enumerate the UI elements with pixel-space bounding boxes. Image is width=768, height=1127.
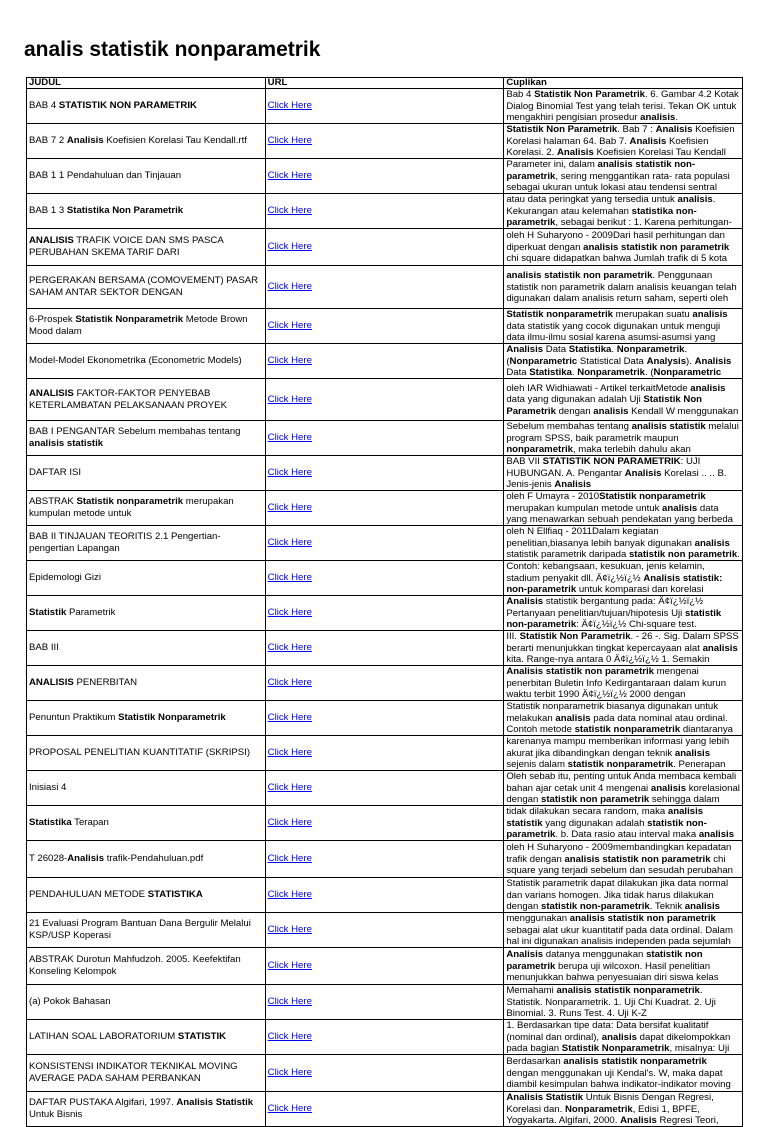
table-row xyxy=(27,948,743,985)
cuplikan-text: Analisis statistik non parametrik mengenai penerbitan Buletin Info Kedirgantaraan dalam kurun waktu terbit 1990 Ä¢ï¿½ï¿½ 2000 dengan xyxy=(506,666,727,700)
table-row xyxy=(27,379,743,421)
cell-url xyxy=(265,89,504,124)
click-here-link[interactable]: Click Here xyxy=(267,355,312,367)
cell-url xyxy=(265,194,504,229)
click-here-link[interactable]: Click Here xyxy=(267,996,312,1008)
cell-judul xyxy=(27,736,266,771)
header-url: URL xyxy=(265,78,504,89)
click-here-link[interactable]: Click Here xyxy=(267,393,312,405)
click-here-link[interactable]: Click Here xyxy=(267,782,312,794)
cell-judul xyxy=(27,194,266,229)
cell-url xyxy=(265,878,504,913)
table-row xyxy=(27,841,743,878)
table-row xyxy=(27,229,743,266)
cell-judul xyxy=(27,561,266,596)
judul-text: BAB III xyxy=(29,642,59,654)
cell-url xyxy=(265,1020,504,1055)
table-row xyxy=(27,878,743,913)
click-here-link[interactable]: Click Here xyxy=(267,170,312,182)
judul-text: PROPOSAL PENELITIAN KUANTITATIF (SKRIPSI) xyxy=(29,747,251,759)
cell-judul xyxy=(27,421,266,456)
cell-cuplikan xyxy=(504,379,743,421)
cuplikan-text: atau data peringkat yang tersedia untuk analisis. Kekurangan atau kelemahan statistika non-parametrik, sebagai berikut : 1. Karena perhitungan- xyxy=(506,194,732,228)
cell-cuplikan xyxy=(504,561,743,596)
cuplikan-text: oleh N Ellfiaq - 2011Dalam kegiatan penelitian,biasanya lebih banyak digunakan analisis statistik parametrik daripada statistik non parametrik. xyxy=(506,526,740,560)
judul-text: BAB 7 2 Analisis Koefisien Korelasi Tau Kendall.rtf xyxy=(29,135,247,147)
cell-judul xyxy=(27,229,266,266)
click-here-link[interactable]: Click Here xyxy=(267,281,312,293)
click-here-link[interactable]: Click Here xyxy=(267,432,312,444)
cell-judul xyxy=(27,1020,266,1055)
table-row xyxy=(27,456,743,491)
cell-url xyxy=(265,771,504,806)
click-here-link[interactable]: Click Here xyxy=(267,712,312,724)
click-here-link[interactable]: Click Here xyxy=(267,607,312,619)
click-here-link[interactable]: Click Here xyxy=(267,677,312,689)
cuplikan-text: Statistik parametrik dapat dilakukan jika data normal dan varians homogen. Jika tidak harus dilakukan dengan statistik non-parametrik. Teknik analisis xyxy=(506,878,729,912)
cell-judul xyxy=(27,309,266,344)
cell-judul xyxy=(27,344,266,379)
table-row xyxy=(27,421,743,456)
cell-cuplikan xyxy=(504,948,743,985)
cell-url xyxy=(265,421,504,456)
cell-judul xyxy=(27,89,266,124)
cell-url xyxy=(265,841,504,878)
cell-cuplikan xyxy=(504,309,743,344)
judul-text: LATIHAN SOAL LABORATORIUM STATISTIK xyxy=(29,1031,227,1043)
cuplikan-text: oleh IAR Widhiawati - Artikel terkaitMetode analisis data yang digunakan adalah Uji Statistik Non Parametrik dengan analisis Kendall W menggunakan xyxy=(506,382,739,417)
table-row xyxy=(27,736,743,771)
table-row xyxy=(27,491,743,526)
click-here-link[interactable]: Click Here xyxy=(267,241,312,253)
cell-judul xyxy=(27,526,266,561)
judul-text: BAB 1 3 Statistika Non Parametrik xyxy=(29,205,184,217)
cell-cuplikan xyxy=(504,878,743,913)
table-row xyxy=(27,985,743,1020)
cell-judul xyxy=(27,1092,266,1127)
click-here-link[interactable]: Click Here xyxy=(267,1103,312,1115)
cell-url xyxy=(265,456,504,491)
cell-url xyxy=(265,985,504,1020)
cell-url xyxy=(265,526,504,561)
judul-text: 21 Evaluasi Program Bantuan Dana Bergulir Melalui KSP/USP Koperasi xyxy=(29,918,251,941)
cuplikan-text: Analisis Statistik Untuk Bisnis Dengan Regresi, Korelasi dan. Nonparametrik, Edisi 1, BPFE, Yogyakarta. Algifari, 2000. Analisis Regresi Teori, xyxy=(506,1092,719,1126)
cuplikan-text: Sebelum membahas tentang analisis statistik melalui program SPSS, baik parametrik maupun nonparametrik, maka terlebih dahulu akan xyxy=(506,421,739,455)
cuplikan-text: Contoh: kebangsaan, kesukuan, jenis kelamin, stadium penyakit dll. Ä¢ï¿½ï¿½ Analisis statistik: non-parametrik untuk komparasi dan korelasi xyxy=(506,561,723,595)
cell-cuplikan xyxy=(504,1020,743,1055)
cell-cuplikan xyxy=(504,89,743,124)
judul-text: BAB I PENGANTAR Sebelum membahas tentang analisis statistik xyxy=(29,426,241,449)
cell-cuplikan xyxy=(504,841,743,878)
table-header-row xyxy=(27,78,743,89)
cell-cuplikan xyxy=(504,344,743,379)
judul-text: 6-Prospek Statistik Nonparametrik Metode Brown Mood dalam xyxy=(29,314,248,337)
click-here-link[interactable]: Click Here xyxy=(267,1031,312,1043)
table-row xyxy=(27,159,743,194)
cell-url xyxy=(265,948,504,985)
cell-cuplikan xyxy=(504,736,743,771)
cuplikan-text: analisis statistik non parametrik. Penggunaan statistik non parametrik dalam analisis keuangan telah digunakan dalam analisis return saham, seperti oleh xyxy=(506,270,737,304)
cuplikan-text: Parameter ini, dalam analisis statistik non-parametrik, sering menggantikan rata- rata populasi sebagai ukuran untuk lokasi atau tendensi sentral xyxy=(506,159,730,193)
cell-cuplikan xyxy=(504,806,743,841)
cell-cuplikan xyxy=(504,701,743,736)
table-row xyxy=(27,596,743,631)
judul-text: ABSTRAK Statistik nonparametrik merupakan kumpulan metode untuk xyxy=(29,496,234,519)
cell-url xyxy=(265,1092,504,1127)
header-judul: JUDUL xyxy=(27,78,266,89)
click-here-link[interactable]: Click Here xyxy=(267,320,312,332)
page-title: analis statistik nonparametrik xyxy=(24,38,321,61)
cell-cuplikan xyxy=(504,124,743,159)
click-here-link[interactable]: Click Here xyxy=(267,853,312,865)
cell-judul xyxy=(27,266,266,309)
cell-cuplikan xyxy=(504,666,743,701)
judul-text: Model-Model Ekonometrika (Econometric Models) xyxy=(29,355,242,367)
cuplikan-text: Analisis statistik bergantung pada: Ä¢ï¿½ï¿½ Pertanyaan penelitian/tujuan/hipotesis Uji statistik non-parametrik: Ä¢ï¿½ï¿½ Chi-square test. xyxy=(506,596,722,630)
judul-text: DAFTAR ISI xyxy=(29,467,82,479)
cell-url xyxy=(265,806,504,841)
cell-cuplikan xyxy=(504,985,743,1020)
cell-url xyxy=(265,344,504,379)
click-here-link[interactable]: Click Here xyxy=(267,1067,312,1079)
cell-url xyxy=(265,596,504,631)
cell-cuplikan xyxy=(504,1055,743,1092)
cell-url xyxy=(265,736,504,771)
cell-judul xyxy=(27,771,266,806)
click-here-link[interactable]: Click Here xyxy=(267,205,312,217)
cell-judul xyxy=(27,985,266,1020)
table-row xyxy=(27,89,743,124)
table-row xyxy=(27,1020,743,1055)
cell-url xyxy=(265,309,504,344)
cuplikan-text: 1. Berdasarkan tipe data: Data bersifat kualitatif (nominal dan ordinal), analisis dapat dikelompokkan pada bagian Statistik Nonparametrik, misalnya: Uji xyxy=(506,1020,731,1054)
judul-text: Statistik Parametrik xyxy=(29,607,116,619)
cuplikan-text: oleh H Suharyono - 2009membandingkan kepadatan trafik dengan analisis statistik non parametrik chi square yang terjadi sebelum dan sesudah perubahan xyxy=(506,842,733,876)
cuplikan-text: Memahami analisis statistik nonparametrik. Statistik. Nonparametrik. 1. Uji Chi Kuadrat. 2. Uji Binomial. 3. Runs Test. 4. Uji K-Z xyxy=(506,985,716,1019)
judul-text: ANALISIS PENERBITAN xyxy=(29,677,138,689)
cell-judul xyxy=(27,841,266,878)
judul-text: PERGERAKAN BERSAMA (COMOVEMENT) PASAR SAHAM ANTAR SEKTOR DENGAN xyxy=(29,275,259,298)
table-row xyxy=(27,561,743,596)
cuplikan-text: oleh F Umayra - 2010Statistik nonparametrik merupakan kumpulan metode untuk analisis data yang menawarkan sebuah pendekatan yang berbeda xyxy=(506,491,734,525)
cell-judul xyxy=(27,456,266,491)
cell-url xyxy=(265,1055,504,1092)
cell-judul xyxy=(27,913,266,948)
click-here-link[interactable]: Click Here xyxy=(267,889,312,901)
table-row xyxy=(27,913,743,948)
cell-judul xyxy=(27,701,266,736)
cuplikan-text: Statistik Non Parametrik. Bab 7 : Analisis Koefisien Korelasi halaman 64. Bab 7. Analisis Koefisien Korelasi. 2. Analisis Koefisien Korelasi Tau Kendall xyxy=(506,124,735,158)
cell-url xyxy=(265,701,504,736)
table-row xyxy=(27,1055,743,1092)
cell-url xyxy=(265,229,504,266)
table-row xyxy=(27,124,743,159)
click-here-link[interactable]: Click Here xyxy=(267,502,312,514)
cuplikan-text: Oleh sebab itu, penting untuk Anda membaca kembali bahan ajar cetak unit 4 mengenai analisis korelasional dengan statistik non parametrik sehingga dalam xyxy=(506,771,740,805)
cell-url xyxy=(265,561,504,596)
table-row xyxy=(27,526,743,561)
judul-text: DAFTAR PUSTAKA Algifari, 1997. Analisis Statistik Untuk Bisnis xyxy=(29,1097,254,1120)
cuplikan-text: Berdasarkan analisis statistik nonparametrik dengan menggunakan uji Kendal's. W, maka dapat diambil kesimpulan bahwa indikator-indikator moving xyxy=(506,1056,731,1090)
cuplikan-text: oleh H Suharyono - 2009Dari hasil perhitungan dan diperkuat dengan analisis statistik non parametrik chi square didapatkan bahwa Jumlah trafik di 5 kota xyxy=(506,230,730,264)
cell-url xyxy=(265,124,504,159)
judul-text: BAB 1 1 Pendahuluan dan Tinjauan xyxy=(29,170,182,182)
cell-url xyxy=(265,159,504,194)
cell-url xyxy=(265,913,504,948)
cell-judul xyxy=(27,878,266,913)
table-row xyxy=(27,701,743,736)
click-here-link[interactable]: Click Here xyxy=(267,135,312,147)
click-here-link[interactable]: Click Here xyxy=(267,467,312,479)
cell-cuplikan xyxy=(504,526,743,561)
table-row xyxy=(27,771,743,806)
results-table xyxy=(26,77,743,1127)
cuplikan-text: tidak dilakukan secara random, maka analisis statistik yang digunakan adalah statistik non-parametrik. b. Data rasio atau interval maka analisis xyxy=(506,806,735,840)
cell-judul xyxy=(27,806,266,841)
cell-judul xyxy=(27,491,266,526)
cell-cuplikan xyxy=(504,456,743,491)
header-cuplikan: Cuplikan xyxy=(504,78,743,89)
table-row xyxy=(27,666,743,701)
judul-text: T 26028-Analisis trafik-Pendahuluan.pdf xyxy=(29,853,204,865)
cell-cuplikan xyxy=(504,194,743,229)
judul-text: ABSTRAK Durotun Mahfudzoh. 2005. Keefektifan Konseling Kelompok xyxy=(29,954,241,977)
cell-judul xyxy=(27,159,266,194)
cell-cuplikan xyxy=(504,421,743,456)
table-row xyxy=(27,344,743,379)
cell-judul xyxy=(27,379,266,421)
cell-cuplikan xyxy=(504,596,743,631)
judul-text: KONSISTENSI INDIKATOR TEKNIKAL MOVING AVERAGE PADA SAHAM PERBANKAN xyxy=(29,1061,238,1084)
cuplikan-text: Analisis datanya menggunakan statistik non parametrik berupa uji wilcoxon. Hasil penelitian menunjukkan bahwa penyesuaian diri siswa kelas xyxy=(506,949,719,983)
table-row xyxy=(27,806,743,841)
cuplikan-text: Bab 4 Statistik Non Parametrik. 6. Gambar 4.2 Kotak Dialog Binomial Test yang telah terisi. Tekan OK untuk mengakhiri pengisian prosedur analisis. xyxy=(506,89,739,123)
cuplikan-text: karenanya mampu memberikan informasi yang lebih akurat jika dibandingkan dengan teknik analisis sejenis dalam statistik nonparametrik. Penerapan xyxy=(506,736,730,770)
judul-text: BAB II TINJAUAN TEORITIS 2.1 Pengertian-pengertian Lapangan xyxy=(29,531,221,554)
cell-judul xyxy=(27,948,266,985)
judul-text: Penuntun Praktikum Statistik Nonparametrik xyxy=(29,712,226,724)
cell-judul xyxy=(27,666,266,701)
click-here-link[interactable]: Click Here xyxy=(267,817,312,829)
judul-text: Statistika Terapan xyxy=(29,817,109,829)
judul-text: BAB 4 STATISTIK NON PARAMETRIK xyxy=(29,100,197,112)
cell-cuplikan xyxy=(504,913,743,948)
judul-text: Epidemologi Gizi xyxy=(29,572,101,584)
judul-text: Inisiasi 4 xyxy=(29,782,67,794)
cell-judul xyxy=(27,596,266,631)
table-row xyxy=(27,631,743,666)
cell-url xyxy=(265,491,504,526)
cuplikan-text: Statistik nonparametrik biasanya digunakan untuk melakukan analisis pada data nominal atau ordinal. Contoh metode statistik nonparametrik diantaranya xyxy=(506,701,733,735)
judul-text: ANALISIS FAKTOR-FAKTOR PENYEBAB KETERLAMBATAN PELAKSANAAN PROYEK xyxy=(29,387,227,411)
click-here-link[interactable]: Click Here xyxy=(267,924,312,936)
judul-text: (a) Pokok Bahasan xyxy=(29,996,111,1008)
table-row xyxy=(27,194,743,229)
judul-text: PENDAHULUAN METODE STATISTIKA xyxy=(29,889,203,901)
cuplikan-text: menggunakan analisis statistik non parametrik sebagai alat ukur kuantitatif pada data ordinal. Dalam hal ini digunakan analisis independen pada sejumlah xyxy=(506,913,733,947)
cell-judul xyxy=(27,124,266,159)
cell-cuplikan xyxy=(504,1092,743,1127)
cell-url xyxy=(265,666,504,701)
click-here-link[interactable]: Click Here xyxy=(267,537,312,549)
table-row xyxy=(27,309,743,344)
cuplikan-text: Statistik nonparametrik merupakan suatu analisis data statistik yang cocok digunakan untuk menguji data ilmu-ilmu sosial karena asumsi-asumsi yang xyxy=(506,309,728,343)
cuplikan-text: III. Statistik Non Parametrik. - 26 -. Sig. Dalam SPSS berarti menunjukkan tingkat kepercayaan alat analisis kita. Range-nya antara 0 Ä¢ï¿½ï¿½ 1. Semakin xyxy=(506,631,739,665)
cell-url xyxy=(265,631,504,666)
cell-cuplikan xyxy=(504,159,743,194)
cell-judul xyxy=(27,631,266,666)
cell-cuplikan xyxy=(504,229,743,266)
cell-judul xyxy=(27,1055,266,1092)
cell-url xyxy=(265,379,504,421)
table-row xyxy=(27,1092,743,1127)
cell-cuplikan xyxy=(504,266,743,309)
table-row xyxy=(27,266,743,309)
cuplikan-text: Analisis Data Statistika. Nonparametrik. (Nonparametric Statistical Data Analysis). Analisis Data Statistika. Nonparametrik. (Nonparametric xyxy=(506,344,732,378)
cell-cuplikan xyxy=(504,491,743,526)
click-here-link[interactable]: Click Here xyxy=(267,642,312,654)
click-here-link[interactable]: Click Here xyxy=(267,960,312,972)
cell-url xyxy=(265,266,504,309)
judul-text: ANALISIS TRAFIK VOICE DAN SMS PASCA PERUBAHAN SKEMA TARIF DARI xyxy=(29,235,224,258)
cuplikan-text: BAB VII STATISTIK NON PARAMETRIK: UJI HUBUNGAN. A. Pengantar Analisis Korelasi .. .. B. Jenis-jenis Analisis xyxy=(506,456,727,490)
click-here-link[interactable]: Click Here xyxy=(267,100,312,112)
click-here-link[interactable]: Click Here xyxy=(267,572,312,584)
cell-cuplikan xyxy=(504,771,743,806)
cell-cuplikan xyxy=(504,631,743,666)
click-here-link[interactable]: Click Here xyxy=(267,747,312,759)
